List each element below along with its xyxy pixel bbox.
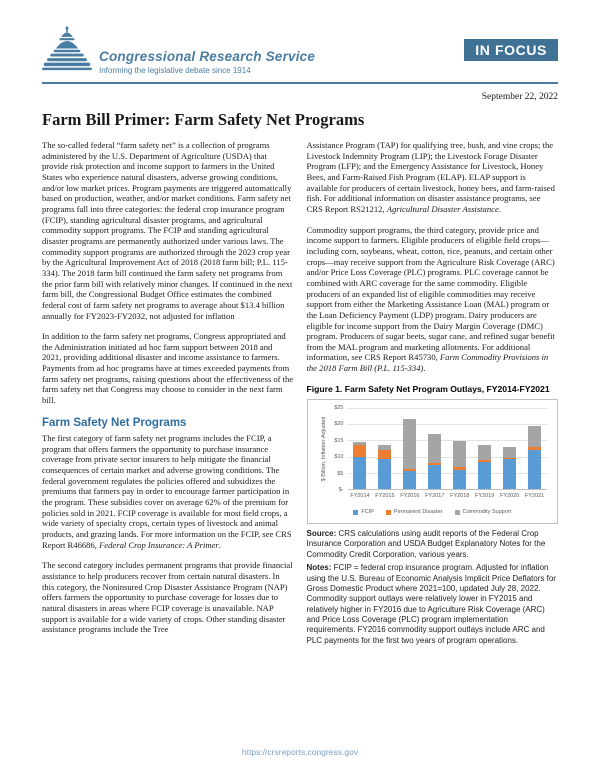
bar-segment-permanent-disaster bbox=[378, 450, 391, 459]
org-tagline: Informing the legislative debate since 1914 bbox=[99, 66, 251, 75]
bar-segment-fcip bbox=[528, 450, 541, 489]
bar-segment-fcip bbox=[353, 457, 366, 489]
report-title-italic: Federal Crop Insurance: A Primer bbox=[99, 539, 219, 550]
figure-source bbox=[307, 529, 559, 560]
left-column bbox=[42, 140, 294, 649]
bar-fy2019 bbox=[472, 408, 497, 489]
chart-x-axis-labels bbox=[348, 493, 548, 500]
y-tick-label: $20 bbox=[334, 421, 344, 428]
capitol-dome-icon bbox=[42, 26, 92, 76]
page-footer bbox=[0, 747, 600, 757]
legend-item-commodity-support bbox=[455, 509, 512, 516]
bar-segment-fcip bbox=[503, 459, 516, 489]
legend-swatch bbox=[353, 510, 358, 515]
x-tick-label: FY2015 bbox=[375, 492, 395, 499]
paragraph-text: . bbox=[498, 203, 501, 214]
source-label: Source: bbox=[306, 528, 337, 538]
notes-label: Notes: bbox=[306, 563, 332, 573]
body-paragraph bbox=[42, 331, 294, 406]
bar-segment-fcip bbox=[403, 471, 416, 489]
chart-plot bbox=[348, 408, 548, 490]
legend-item-fcip bbox=[353, 509, 374, 516]
paragraph-text: The first category of farm safety net programs includes the FCIP, a program that offers farmers the opportunity to purchase insurance coverage from private sector insurers to help mitigate the financial consequences of certain market and adverse growing conditions. The federal government regulates the policies offered and subsidizes the premiums that farmers pay in order to encourage farmer participation in the program. These subsidies cover on average 62% of the premium for policies sold in 2021. FCIP coverage is available for most field crops, a wide variety of specialty crops, certain types of livestock and animal products, and grazing lands. For more information on the FCIP, see CRS Report R46686, bbox=[42, 433, 292, 550]
bar-segment-commodity-support bbox=[453, 441, 466, 467]
legend-label: Permanent Disaster bbox=[393, 509, 443, 516]
x-tick-label: FY2018 bbox=[450, 492, 470, 499]
logo-text bbox=[99, 49, 315, 76]
report-title-italic: Agricultural Disaster Assistance bbox=[386, 203, 499, 214]
body-paragraph bbox=[42, 560, 294, 635]
y-tick-label: $5 bbox=[337, 470, 344, 477]
bar-segment-fcip bbox=[478, 462, 491, 489]
legend-label: Commodity Support bbox=[462, 509, 512, 516]
two-column-body bbox=[42, 140, 558, 649]
crs-reports-link[interactable]: https://crsreports.congress.gov bbox=[241, 747, 359, 757]
paragraph-text: The so-called federal “farm safety net” is a collection of programs administered by the U.S. Department of Agriculture (USDA) that provide risk protection and income support to farmers in the United States who experience natural disasters, adverse growing conditions, and/or low market prices. Program payments are triggered automatically based on production, weather, and/or market conditions. Farm safety net programs fall into three categories: the federal crop insurance program (FCIP), standing agricultural disaster programs, and agricultural commodity support programs. The FCIP and standing agricultural disaster programs are permanently authorized under various laws. The commodity support programs are authorized through the 2023 crop year by the Agricultural Improvement Act of 2018 (2018 farm bill; P.L. 115-334). The 2018 farm bill continued the farm safety net programs from the prior farm bill with relatively minor changes. If continued in the next farm bill, the Congressional Budget Office estimates the combined federal cost of farm safety net programs to average about $13.4 billion annually for FY2023-FY2032, not adjusted for inflation bbox=[42, 140, 293, 321]
in-focus-badge: IN FOCUS bbox=[464, 39, 558, 61]
legend-label: FCIP bbox=[361, 509, 374, 516]
bar-fy2021 bbox=[522, 408, 547, 489]
x-tick-label: FY2021 bbox=[524, 492, 545, 499]
y-tick-label: $- bbox=[338, 486, 344, 493]
page-title: Farm Bill Primer: Farm Safety Net Programs bbox=[42, 110, 365, 129]
x-tick-label: FY2017 bbox=[425, 492, 445, 499]
figure-caption: Figure 1. Farm Safety Net Program Outlays, FY2014-FY2021 bbox=[306, 383, 550, 394]
bar-fy2018 bbox=[447, 408, 472, 489]
y-tick-label: $15 bbox=[334, 437, 344, 444]
bar-segment-fcip bbox=[428, 465, 441, 489]
body-paragraph bbox=[42, 433, 294, 550]
bar-fy2017 bbox=[422, 408, 447, 489]
chart-legend bbox=[308, 509, 558, 516]
paragraph-text: . bbox=[218, 539, 221, 550]
source-text: CRS calculations using audit reports of the Federal Crop Insurance Corporation and USDA Budget Explanatory Notes for the Commodity Credit Corporation, various years. bbox=[306, 528, 546, 559]
legend-swatch bbox=[386, 510, 391, 515]
document-header bbox=[42, 26, 558, 84]
bar-fy2014 bbox=[348, 408, 373, 489]
body-paragraph bbox=[42, 140, 294, 321]
x-tick-label: FY2016 bbox=[400, 492, 420, 499]
figure-notes bbox=[307, 563, 559, 646]
bar-segment-commodity-support bbox=[428, 434, 441, 463]
x-tick-label: FY2020 bbox=[499, 492, 520, 499]
paragraph-text: In addition to the farm safety net programs, Congress appropriated and the Administration initiated ad hoc farm support between 2018 and 2021, providing additional disaster and income assistance to farmers. Payments from ad hoc programs have at times exceeded payments from farm safety net programs, raising questions about the effectiveness of the farm safety net that Congress may choose to consider in the next farm bill. bbox=[42, 331, 294, 406]
crs-logo bbox=[42, 26, 315, 76]
bar-fy2015 bbox=[372, 408, 397, 489]
body-paragraph bbox=[307, 140, 559, 215]
bar-segment-commodity-support bbox=[403, 419, 416, 469]
legend-swatch bbox=[455, 510, 460, 515]
bar-segment-commodity-support bbox=[478, 445, 491, 460]
figure-chart bbox=[307, 399, 559, 524]
bar-fy2016 bbox=[397, 408, 422, 489]
bar-segment-commodity-support bbox=[503, 447, 516, 458]
paragraph-text: Assistance Program (TAP) for qualifying tree, bush, and vine crops; the Livestock Indemnity Program (LIP); the Livestock Forage Disaster Program (LFP); and the Emergency Assistance for Livestock, Honey Bees, and Farm-Raised Fish Program (ELAP). ELAP support is available for producers of certain livestock, honey bees, and farm-raised fish. For additional information on disaster assistance programs, see CRS Report RS21212, bbox=[306, 140, 555, 214]
body-paragraph bbox=[307, 225, 559, 374]
bar-segment-commodity-support bbox=[528, 426, 541, 447]
paragraph-text: Commodity support programs, the third category, provide price and income support to farmers. Eligible producers of eligible field crops—including corn, soybeans, wheat, cotton, rice, peanuts, and certain other crops—may receive support from the Agriculture Risk Coverage (ARC) and/or Price Loss Coverage (PLC) programs. PLC coverage cannot be combined with ARC coverage for the same commodity. Eligible producers of an expanded list of eligible commodities may receive support from either the Marketing Assistance Loan (MAL) program or the Loan Deficiency Payment (LDP) program. Dairy producers are eligible for income support from the Dairy Margin Coverage (DMC) program. Producers of sugar beets, sugar cane, and refined sugar benefit from the MAL program and marketing allotments. For additional information, see CRS Report R45730, bbox=[306, 224, 555, 363]
x-tick-label: FY2014 bbox=[350, 492, 370, 499]
figure-source-notes bbox=[307, 529, 559, 646]
right-column bbox=[307, 140, 559, 649]
org-name: Congressional Research Service bbox=[99, 49, 316, 64]
bar-segment-fcip bbox=[453, 470, 466, 489]
section-heading-farm-safety-net: Farm Safety Net Programs bbox=[42, 416, 187, 429]
paragraph-text: The second category includes permanent programs that provide financial assistance to help producers recover from certain natural disasters. In this category, the Noninsured Crop Disaster Assistance Program (NAP) offers farmers the opportunity to purchase coverage for losses due to natural disasters in areas where FCIP coverage is unavailable. NAP support is available for a wide variety of crops. Other standing disaster assistance programs include the Tree bbox=[42, 560, 293, 635]
bar-segment-permanent-disaster bbox=[353, 445, 366, 457]
bar-fy2020 bbox=[497, 408, 522, 489]
report-title-italic: Farm Commodity Provisions in the 2018 Farm Bill (P.L. 115-334) bbox=[306, 352, 549, 374]
chart-y-axis-label: $ Billion, Inflation-Adjusted bbox=[320, 416, 327, 482]
bar-segment-fcip bbox=[378, 459, 391, 489]
paragraph-text: . bbox=[423, 363, 426, 374]
publication-date: September 22, 2022 bbox=[481, 92, 558, 102]
notes-text: FCIP = federal crop insurance program. Adjusted for inflation using the U.S. Bureau of Economic Analysis Implicit Price Deflators for Gross Domestic Product where 2021=100, updated July 28, 2022. Commodity support outlays were relatively lower in FY2015 and relatively higher in FY2016 due to Agriculture Risk Coverage (ARC) and Price Loss Coverage (PLC) program implementation requirements. FY2016 commodity support outlays include ARC and PLC payments for the first two years of program operations. bbox=[306, 563, 556, 645]
x-tick-label: FY2019 bbox=[475, 492, 495, 499]
y-tick-label: $25 bbox=[334, 404, 344, 411]
y-tick-label: $10 bbox=[334, 454, 344, 461]
legend-item-permanent-disaster bbox=[386, 509, 443, 516]
